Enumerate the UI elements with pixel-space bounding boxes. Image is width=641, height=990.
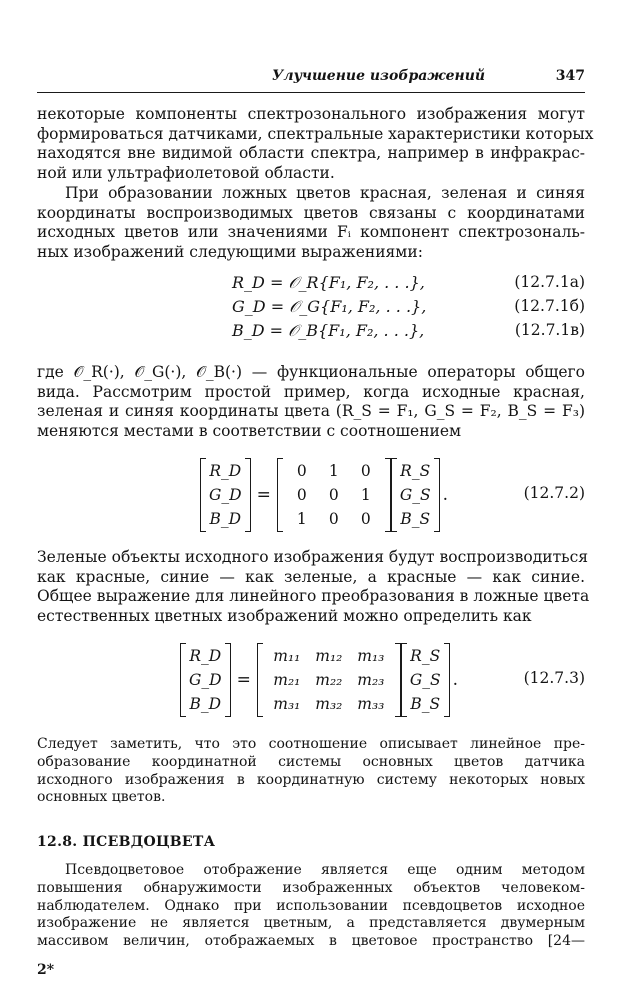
lhs-vector	[186, 645, 225, 715]
lhs-vector	[206, 460, 245, 530]
text-line: некоторые компоненты спектрозонального изображения могут	[37, 105, 585, 123]
text-line: координаты воспроизводимых цветов связаны с координатами	[37, 203, 585, 222]
text-line: наблюдателем. Однако при использовании псевдоцветов исходное	[37, 897, 585, 914]
text-line: формироваться датчиками, спектральные характеристики которых	[37, 124, 594, 143]
lhs-entry: R_D	[209, 462, 242, 480]
text-line: Псевдоцветовое отображение является еще одним методом	[65, 862, 585, 878]
matrix-entry: 1	[328, 462, 339, 480]
matrix-entry: 1	[296, 510, 307, 528]
equation-12-7-1c	[37, 321, 585, 343]
text-line: зеленая и синяя координаты цвета (R_S = F₁, G_S = F₂, B_S = F₃)	[37, 402, 585, 420]
equation-period: .	[452, 670, 458, 690]
matrix-entry: m₂₂	[315, 671, 343, 689]
matrix-equation-body	[180, 640, 458, 720]
text-line: как красные, синие — как зеленые, а красные — как синие.	[37, 567, 585, 586]
matrix-entry: m₂₃	[357, 671, 385, 689]
equation-formula: B_D = 𝒪_B{F₁, F₂, . . .},	[232, 321, 425, 340]
matrix-entry: 0	[328, 510, 339, 528]
signature-mark: 2*	[37, 962, 55, 978]
page-number: 347	[555, 68, 585, 84]
paragraph-false-colors	[37, 184, 585, 262]
lhs-entry: B_D	[209, 510, 242, 528]
matrix-entry: 0	[360, 462, 371, 480]
section-heading: 12.8. ПСЕВДОЦВЕТА	[37, 834, 216, 850]
matrix-entry: m₃₂	[315, 695, 343, 713]
text-line: ной или ультрафиолетовой области.	[37, 163, 335, 182]
text-line: исходных цветов или значениями Fᵢ компонент спектрозональ-	[37, 223, 585, 241]
matrix-equation-body	[200, 455, 448, 535]
lhs-entry: R_D	[189, 647, 222, 665]
rhs-entry: B_S	[410, 695, 441, 713]
lhs-entry: G_D	[209, 486, 242, 504]
text-line: основных цветов.	[37, 789, 166, 806]
equation-formula: G_D = 𝒪_G{F₁, F₂, . . .},	[232, 297, 427, 316]
matrix-entry: 0	[296, 486, 307, 504]
text-line: повышения обнаружимости изображенных объектов человеком-	[37, 879, 585, 896]
transform-matrix	[263, 645, 395, 715]
equation-12-7-1b	[37, 297, 585, 319]
text-line: находятся вне видимой области спектра, например в инфракрас-	[37, 144, 585, 162]
equals-sign: =	[236, 670, 251, 690]
lhs-entry: G_D	[189, 671, 222, 689]
permutation-matrix	[283, 460, 385, 530]
text-line: массивом величин, отображаемых в цветовое пространство [24—	[37, 933, 585, 950]
text-line: Следует заметить, что это соотношение описывает линейное пре-	[37, 736, 585, 752]
equation-number: (12.7.1а)	[514, 273, 585, 291]
matrix-entry: m₃₁	[273, 695, 301, 713]
running-title: Улучшение изображений	[272, 68, 486, 84]
text-line: меняются местами в соответствии с соотношением	[37, 421, 462, 440]
equals-sign: =	[256, 485, 271, 505]
matrix-entry: m₁₃	[357, 647, 385, 665]
rhs-entry: R_S	[410, 647, 441, 665]
equation-number: (12.7.1в)	[514, 321, 585, 339]
equation-12-7-1a	[37, 273, 585, 295]
paragraph-operators	[37, 363, 585, 441]
matrix-entry: 0	[328, 486, 339, 504]
matrix-entry: 0	[296, 462, 307, 480]
equation-number: (12.7.2)	[523, 484, 585, 502]
rhs-entry: R_S	[400, 462, 431, 480]
text-line: При образовании ложных цветов красная, зеленая и синяя	[65, 184, 585, 202]
equation-period: .	[442, 485, 448, 505]
lhs-entry: B_D	[189, 695, 222, 713]
text-line: естественных цветных изображений можно определить как	[37, 606, 532, 625]
matrix-entry: m₂₁	[273, 671, 301, 689]
text-line: Общее выражение для линейного преобразования в ложные цвета	[37, 587, 590, 605]
equation-12-7-2	[37, 455, 585, 535]
text-line: Зеленые объекты исходного изображения будут воспроизводиться	[37, 548, 589, 566]
rhs-entry: G_S	[399, 486, 431, 504]
matrix-entry: m₁₂	[315, 647, 343, 665]
text-line: образование координатной системы основных цветов датчика	[37, 753, 585, 770]
equation-formula: R_D = 𝒪_R{F₁, F₂, . . .},	[232, 273, 425, 292]
text-line: где 𝒪_R(·), 𝒪_G(·), 𝒪_B(·) — функциональные операторы общего	[37, 363, 585, 381]
page-header	[37, 66, 585, 93]
matrix-entry: m₃₃	[357, 695, 385, 713]
rhs-entry: B_S	[400, 510, 431, 528]
rhs-vector	[397, 460, 434, 530]
text-line: вида. Рассмотрим простой пример, когда исходные красная,	[37, 382, 585, 401]
equation-number: (12.7.3)	[523, 669, 585, 687]
equation-12-7-3	[37, 640, 585, 720]
rhs-entry: G_S	[409, 671, 441, 689]
paragraph-intro	[37, 105, 594, 183]
equation-number: (12.7.1б)	[514, 297, 585, 315]
paragraph-note	[37, 736, 585, 807]
paragraph-green-objects	[37, 548, 590, 626]
text-line: исходного изображения в координатную систему некоторых новых	[37, 771, 585, 788]
text-line: изображение не является цветным, а представляется двумерным	[37, 915, 585, 932]
matrix-entry: 0	[360, 510, 371, 528]
paragraph-pseudocolor	[37, 862, 585, 951]
matrix-entry: 1	[360, 486, 371, 504]
text-line: ных изображений следующими выражениями:	[37, 242, 423, 261]
rhs-vector	[407, 645, 444, 715]
matrix-entry: m₁₁	[273, 647, 301, 665]
